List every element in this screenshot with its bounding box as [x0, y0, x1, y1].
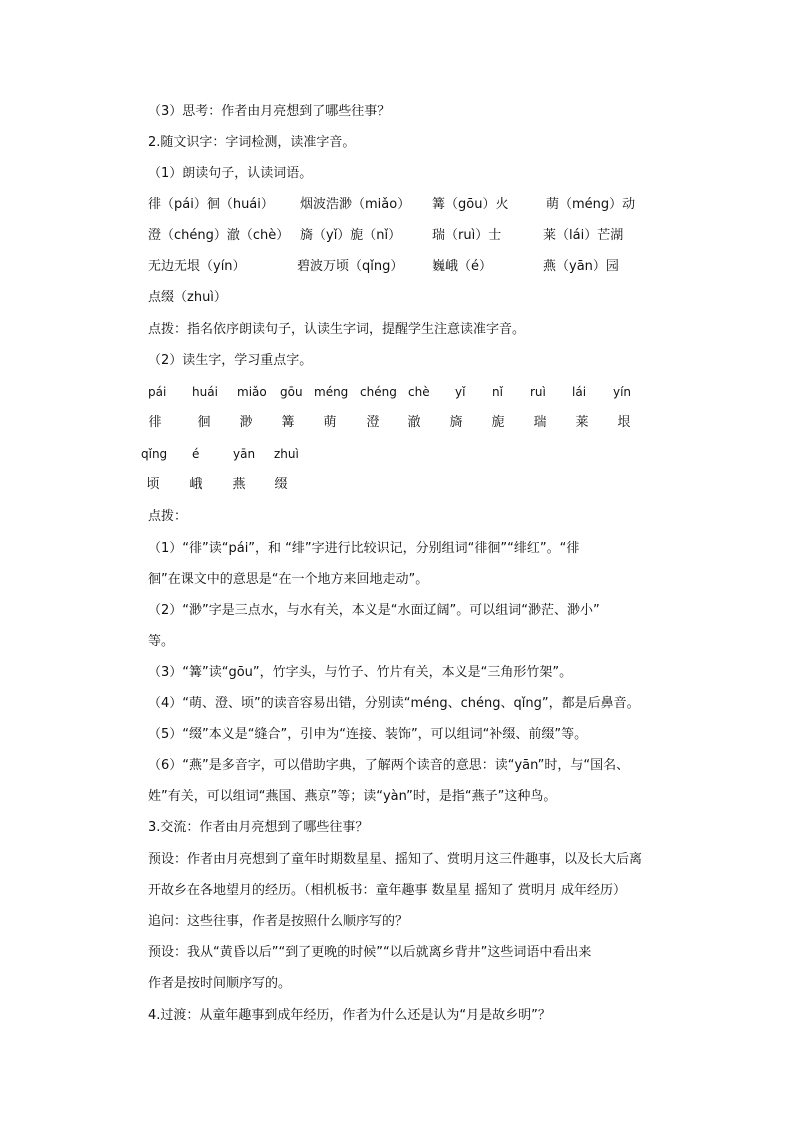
pinyin-cell: méng — [314, 385, 349, 399]
word-item: 瑞（ruì）士 — [432, 228, 502, 243]
character-cell: 峨 — [189, 477, 203, 492]
pinyin-cell: huái — [192, 385, 218, 399]
section-4-heading: 4.过渡：从童年趣事到成年经历，作者为什么还是认为“月是故乡明”？ — [148, 1008, 551, 1023]
word-item: 烟波浩渺（miǎo） — [300, 197, 411, 212]
preset-answer-2-cont: 作者是按时间顺序写的。 — [148, 976, 292, 991]
guidance-label: 点拨： — [148, 509, 188, 524]
character-cell: 篝 — [281, 415, 295, 430]
preset-answer: 预设：作者由月亮想到了童年时期数星星、摇知了、赏明月这三件趣事，以及长大后离 — [148, 852, 643, 867]
character-cell: 旖 — [449, 415, 463, 430]
word-item: 莱（lái）芒湖 — [543, 228, 624, 243]
pinyin-cell: yín — [613, 385, 632, 399]
character-cell: 徊 — [197, 415, 211, 430]
pinyin-cell: yān — [233, 447, 256, 461]
pinyin-cell: nǐ — [492, 385, 503, 399]
word-item: 无边无垠（yín） — [148, 259, 246, 274]
pinyin-cell: pái — [148, 385, 167, 399]
word-item: 澄（chéng）澈（chè） — [148, 228, 290, 243]
pinyin-cell: é — [192, 447, 200, 461]
character-cell: 萌 — [323, 415, 337, 430]
note-5: （5）“缀”本义是“缝合”，引申为“连接、装饰”，可以组词“补缀、前缀”等。 — [148, 727, 588, 742]
pinyin-cell: lái — [572, 385, 587, 399]
section-3-heading: 3.交流：作者由月亮想到了哪些往事？ — [148, 820, 369, 835]
character-cell: 澈 — [407, 415, 421, 430]
character-cell: 燕 — [232, 477, 246, 492]
word-item: 篝（gōu）火 — [432, 197, 509, 212]
word-item: 碧波万顷（qǐng） — [297, 259, 404, 274]
word-item: 巍峨（é） — [432, 259, 492, 274]
note-2-cont: 等。 — [148, 634, 175, 649]
note-6-cont: 姓”有关，可以组词“燕国、燕京”等；读“yàn”时，是指“燕子”这种鸟。 — [148, 789, 557, 804]
word-item: 旖（yǐ）旎（nǐ） — [300, 228, 402, 243]
character-cell: 渺 — [239, 415, 253, 430]
character-cell: 澄 — [366, 415, 380, 430]
note-1: （1）“徘”读“pái”，和 “绯”字进行比较识记，分别组词“徘徊”“绯红”。“徘 — [148, 541, 580, 556]
character-cell: 垠 — [617, 415, 631, 430]
word-item: 徘（pái）徊（huái） — [148, 197, 274, 212]
note-3: （3）“篝”读“gōu”，竹字头，与竹子、竹片有关，本义是“三角形竹架”。 — [148, 665, 573, 680]
pinyin-cell: chè — [408, 385, 430, 399]
character-cell: 旎 — [491, 415, 505, 430]
word-item: 萌（méng）动 — [546, 197, 636, 212]
subsection-2-heading: （2）读生字，学习重点字。 — [148, 353, 313, 368]
pinyin-cell: chéng — [360, 385, 397, 399]
pinyin-cell: gōu — [280, 385, 303, 399]
pinyin-cell: zhuì — [274, 447, 299, 461]
character-cell: 顷 — [146, 477, 160, 492]
think-question: （3）思考：作者由月亮想到了哪些往事？ — [148, 104, 391, 119]
note-2: （2）“渺”字是三点水，与水有关，本义是“水面辽阔”。可以组词“渺茫、渺小” — [148, 603, 600, 618]
word-item: 燕（yān）园 — [543, 259, 619, 274]
section-2-heading: 2.随文识字：字词检测，读准字音。 — [148, 135, 356, 150]
guidance-text: 点拨：指名依序朗读句子，认读生字词，提醒学生注意读准字音。 — [148, 322, 526, 337]
character-cell: 缀 — [274, 477, 288, 492]
pinyin-cell: miǎo — [237, 385, 267, 399]
character-cell: 瑞 — [533, 415, 547, 430]
pinyin-cell: yǐ — [455, 385, 466, 399]
note-4: （4）“萌、澄、顷”的读音容易出错，分别读“méng、chéng、qǐng”，都是后鼻音。 — [148, 696, 640, 711]
dotted-word: 点缀（zhuì） — [148, 290, 227, 305]
pinyin-cell: qǐng — [141, 447, 168, 461]
preset-answer-cont: 开故乡在各地望月的经历。（相机板书：童年趣事 数星星 摇知了 赏明月 成年经历） — [148, 883, 627, 898]
note-6: （6）“燕”是多音字，可以借助字典，了解两个读音的意思：读“yān”时，与“国名、 — [148, 758, 630, 773]
note-1-cont: 徊”在课文中的意思是“在一个地方来回地走动”。 — [148, 572, 429, 587]
character-cell: 徘 — [148, 415, 162, 430]
follow-up-question: 追问：这些往事，作者是按照什么顺序写的？ — [148, 914, 409, 929]
character-cell: 莱 — [575, 415, 589, 430]
preset-answer-2: 预设：我从“黄昏以后”“到了更晚的时候”“以后就离乡背井”这些词语中看出来 — [148, 945, 592, 960]
subsection-1-heading: （1）朗读句子，认读词语。 — [148, 166, 313, 181]
pinyin-cell: ruì — [530, 385, 546, 399]
